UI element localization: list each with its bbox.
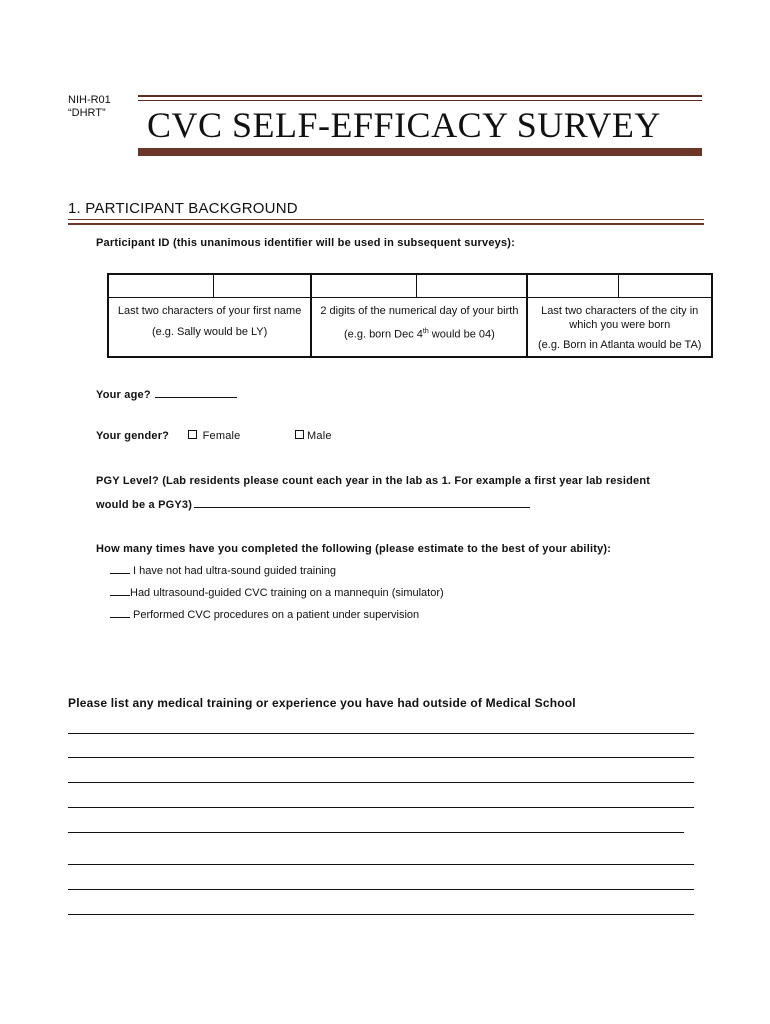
experience-item-3-text: Performed CVC procedures on a patient under supervision	[133, 609, 420, 621]
title-rule-top	[138, 95, 702, 97]
form-code-line1: NIH-R01	[68, 94, 111, 106]
age-question	[96, 387, 237, 401]
id-box-city-1[interactable]	[527, 274, 618, 298]
outside-training-label: Please list any medical training or experience you have had outside of Medical School	[68, 696, 576, 710]
survey-title: CVC SELF-EFFICACY SURVEY	[147, 105, 661, 145]
id-desc-birth-day-sup: th	[422, 328, 429, 335]
experience-item-2-blank[interactable]	[110, 588, 130, 596]
answer-line-2[interactable]	[68, 757, 694, 758]
participant-id-table	[107, 273, 713, 358]
answer-line-5[interactable]	[68, 832, 684, 833]
experience-item-1-blank[interactable]	[110, 566, 130, 574]
title-underline-bar	[138, 148, 702, 156]
experience-item-2	[110, 587, 444, 599]
id-box-first-name-2[interactable]	[213, 274, 311, 298]
id-box-city-2[interactable]	[619, 274, 712, 298]
experience-item-1	[110, 565, 336, 577]
participant-id-label: Participant ID (this unanimous identifier will be used in subsequent surveys):	[96, 237, 516, 249]
pgy-question-line2	[96, 497, 530, 511]
section-rule-thin	[68, 219, 704, 220]
times-question: How many times have you completed the following (please estimate to the best of your ability):	[96, 543, 612, 555]
answer-line-3[interactable]	[68, 782, 694, 783]
experience-item-3	[110, 609, 419, 621]
answer-line-4[interactable]	[68, 807, 694, 808]
pgy-field[interactable]	[194, 497, 530, 508]
age-label: Your age?	[96, 389, 151, 401]
id-box-birth-day-1[interactable]	[311, 274, 416, 298]
section-rule-thick	[68, 223, 704, 225]
id-desc-birth-day-line2-post: would be 04)	[428, 328, 495, 341]
pgy-line2-text: would be a PGY3)	[96, 499, 193, 511]
id-desc-city-line2: (e.g. Born in Atlanta would be TA)	[538, 339, 702, 351]
gender-label: Your gender?	[96, 430, 170, 442]
id-desc-first-name	[108, 298, 311, 358]
experience-item-2-text: Had ultrasound-guided CVC training on a mannequin (simulator)	[130, 587, 444, 599]
experience-item-1-text: I have not had ultra-sound guided training	[133, 565, 337, 577]
female-checkbox[interactable]	[188, 430, 197, 439]
gender-question	[96, 430, 332, 442]
id-desc-city-line1: Last two characters of the city in which you were born	[541, 305, 699, 331]
id-box-first-name-1[interactable]	[108, 274, 213, 298]
section-heading: 1. PARTICIPANT BACKGROUND	[68, 200, 298, 217]
male-checkbox[interactable]	[295, 430, 304, 439]
form-code-line2: “DHRT”	[68, 107, 106, 119]
id-desc-first-name-line2: (e.g. Sally would be LY)	[151, 326, 268, 338]
id-desc-city	[527, 298, 712, 358]
answer-line-1[interactable]	[68, 733, 694, 734]
experience-item-3-blank[interactable]	[110, 610, 130, 618]
id-desc-birth-day-line2-pre: (e.g. born Dec 4	[344, 328, 423, 341]
form-code	[68, 94, 111, 120]
answer-line-8[interactable]	[68, 914, 694, 915]
male-option-label: Male	[307, 430, 332, 442]
pgy-question-line1: PGY Level? (Lab residents please count each year in the lab as 1. For example a first year lab resident	[96, 475, 651, 487]
answer-line-6[interactable]	[68, 864, 694, 865]
id-desc-first-name-line1: Last two characters of your first name	[117, 305, 302, 317]
id-desc-birth-day-line1: 2 digits of the numerical day of your birth	[320, 305, 519, 317]
female-option-label: Female	[202, 430, 241, 442]
id-desc-birth-day	[311, 298, 527, 358]
answer-line-7[interactable]	[68, 889, 694, 890]
id-desc-birth-day-line2	[312, 325, 526, 342]
title-rule-top-thin	[138, 100, 702, 101]
id-box-birth-day-2[interactable]	[416, 274, 527, 298]
age-field[interactable]	[155, 387, 237, 398]
